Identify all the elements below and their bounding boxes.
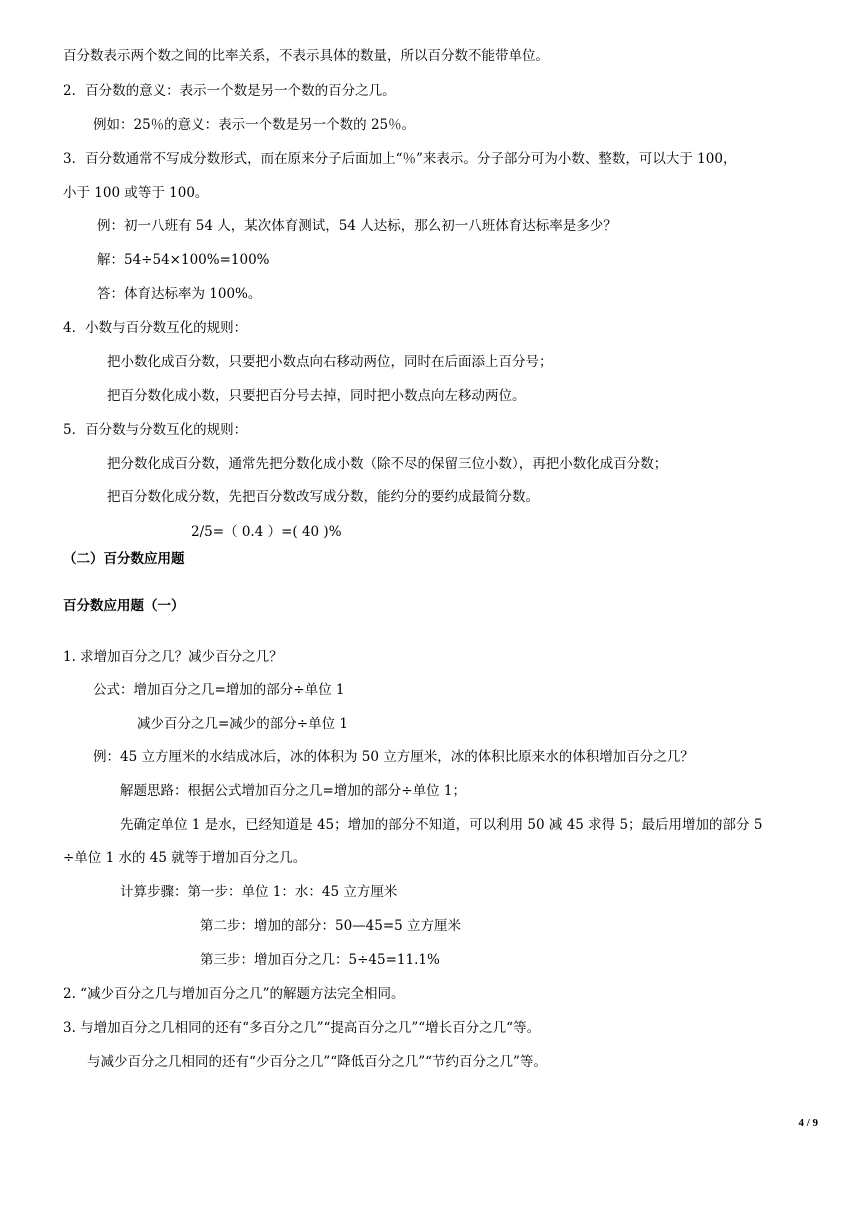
text-line: 把小数化成百分数，只要把小数点向右移动两位，同时在后面添上百分号；	[107, 354, 553, 370]
text-line: 3．百分数通常不写成分数形式，而在原来分子后面加上“％”来表示。分子部分可为小数、整数，可以大于 100，	[63, 151, 737, 167]
text-line: ÷单位 1 水的 45 就等于增加百分之几。	[63, 850, 307, 866]
text-line: 第二步：增加的部分：50—45=5 立方厘米	[200, 918, 462, 934]
text-line: 计算步骤：第一步：单位 1：水：45 立方厘米	[120, 884, 398, 900]
text-line: 把百分数化成分数，先把百分数改写成分数，能约分的要约成最简分数。	[107, 489, 539, 505]
text-line: 公式：增加百分之几=增加的部分÷单位 1	[93, 682, 345, 698]
text-line: 百分数表示两个数之间的比率关系，不表示具体的数量，所以百分数不能带单位。	[63, 48, 549, 64]
text-line: 先确定单位 1 是水，已经知道是 45；增加的部分不知道，可以利用 50 减 45 求得 5；最后用增加的部分 5	[120, 817, 763, 833]
section-heading: 5．百分数与分数互化的规则：	[63, 422, 248, 438]
text-line: 第三步：增加百分之几：5÷45=11.1%	[200, 952, 440, 968]
text-line: 2/5=（ 0.4 ）=( 40 )%	[191, 524, 342, 540]
text-line: 例：初一八班有 54 人，某次体育测试，54 人达标，那么初一八班体育达标率是多少？	[97, 218, 617, 234]
text-line: 与减少百分之几相同的还有“少百分之几”“降低百分之几”“节约百分之几”等。	[87, 1054, 547, 1070]
section-title: （二）百分数应用题	[63, 551, 185, 567]
text-line: 解：54÷54×100%=100%	[97, 252, 270, 268]
text-line: 小于 100 或等于 100。	[63, 185, 209, 201]
text-line: 1. 求增加百分之几？减少百分之几？	[63, 649, 283, 665]
subsection-title: 百分数应用题（一）	[63, 598, 185, 614]
page-number: 4 / 9	[798, 1117, 818, 1129]
text-line: 例如：25％的意义：表示一个数是另一个数的 25％。	[93, 117, 416, 133]
text-line: 答：体育达标率为 100%。	[97, 286, 262, 302]
text-line: 把分数化成百分数，通常先把分数化成小数（除不尽的保留三位小数），再把小数化成百分数；	[107, 456, 668, 472]
section-heading: 4．小数与百分数互化的规则：	[63, 320, 248, 336]
text-line: 3. 与增加百分之几相同的还有“多百分之几”“提高百分之几”“增长百分之几“等。	[63, 1020, 541, 1036]
text-line: 2. “减少百分之几与增加百分之几”的解题方法完全相同。	[63, 986, 405, 1002]
text-line: 把百分数化成小数，只要把百分号去掉，同时把小数点向左移动两位。	[107, 388, 526, 404]
text-line: 例：45 立方厘米的水结成冰后，冰的体积为 50 立方厘米，冰的体积比原来水的体积增加百分之几？	[93, 749, 694, 765]
text-line: 解题思路：根据公式增加百分之几=增加的部分÷单位 1；	[120, 783, 467, 799]
text-line: 减少百分之几=减少的部分÷单位 1	[137, 716, 349, 732]
text-line: 2．百分数的意义：表示一个数是另一个数的百分之几。	[63, 83, 396, 99]
